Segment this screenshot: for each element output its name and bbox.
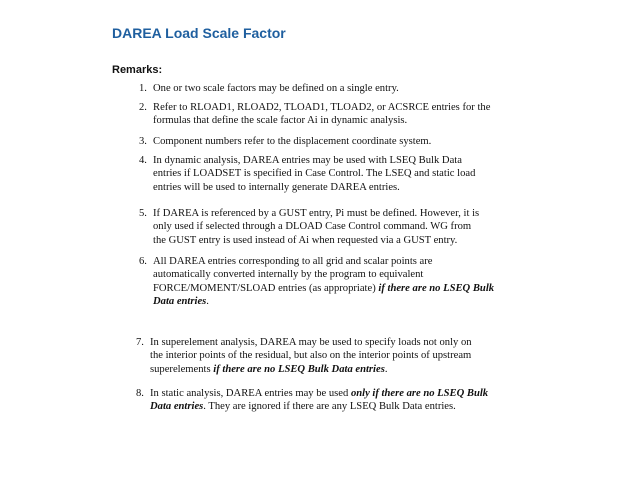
text-segment: entries will be used to internally generate DAREA entries. [153,181,400,193]
remark-line [150,349,472,362]
text-segment: In dynamic analysis, DAREA entries may be used with LSEQ Bulk Data [153,155,462,166]
text-segment: formulas that define the scale factor Ai in dynamic analysis. [153,115,408,127]
emphasis-text: Data entries [150,401,204,413]
remark-line [153,268,494,281]
remark-line [153,114,490,127]
remark-line [153,220,479,233]
remark-line [150,400,488,413]
remark-number: 2. [139,102,147,113]
emphasis-text: only if there are no LSEQ Bulk [350,388,489,399]
remark-line [150,387,488,400]
remark-text [153,255,494,309]
text-segment: Refer to RLOAD1, RLOAD2, TLOAD1, TLOAD2, or ACSRCE entries for the [153,102,491,113]
remark-text [153,135,431,148]
text-segment: Component numbers refer to the displacement coordinate system. [153,136,432,147]
remark-line [150,336,472,349]
text-segment: automatically converted internally by the program to equivalent [153,269,424,281]
text-segment: entries if LOADSET is specified in Case Control. The LSEQ and static load [153,168,476,180]
remark-number: 1. [139,83,147,94]
remark-line [153,295,494,308]
remark-line [153,181,475,194]
text-segment: In static analysis, DAREA entries may be used [150,388,351,399]
remark-text [150,336,472,376]
remark-number: 5. [139,208,147,219]
remark-line [153,234,479,247]
page-title: DAREA Load Scale Factor [112,25,286,41]
remark-line [153,82,399,95]
remark-line [153,154,475,167]
text-segment: superelements [150,363,214,375]
remark-text [153,207,479,247]
remark-number: 4. [139,155,147,166]
text-segment: One or two scale factors may be defined on a single entry. [153,83,399,94]
text-segment: the interior points of the residual, but also on the interior points of upstream [150,350,472,362]
remark-number: 7. [136,337,144,348]
remark-line [153,282,494,295]
emphasis-text: Data entries [153,296,207,308]
text-segment: . [206,296,209,308]
text-segment: . They are ignored if there are any LSEQ Bulk Data entries. [203,401,456,413]
text-segment: If DAREA is referenced by a GUST entry, Pi must be defined. However, it is [153,208,480,219]
text-segment: All DAREA entries corresponding to all grid and scalar points are [153,256,433,267]
remark-number: 8. [136,388,144,399]
remark-text [153,82,399,95]
remark-line [153,167,475,180]
emphasis-text: if there are no LSEQ Bulk Data entries [213,363,385,375]
remark-line [153,135,431,148]
remark-line [150,363,472,376]
remark-text [150,387,488,414]
text-segment: FORCE/MOMENT/SLOAD entries (as appropriate) [153,282,379,294]
remark-number: 3. [139,136,147,147]
remark-text [153,154,475,194]
text-segment: . [384,363,388,375]
remark-text [153,101,490,128]
emphasis-text: if there are no LSEQ Bulk [378,282,495,294]
remark-number: 6. [139,256,147,267]
text-segment: the GUST entry is used instead of Ai when requested via a GUST entry. [153,234,458,246]
remark-line [153,101,490,114]
remark-line [153,207,479,220]
text-segment: only used if selected through a DLOAD Case Control command. WG from [153,221,472,233]
text-segment: In superelement analysis, DAREA may be used to specify loads not only on [150,337,472,348]
remark-line [153,255,494,268]
remarks-heading: Remarks: [112,64,163,76]
